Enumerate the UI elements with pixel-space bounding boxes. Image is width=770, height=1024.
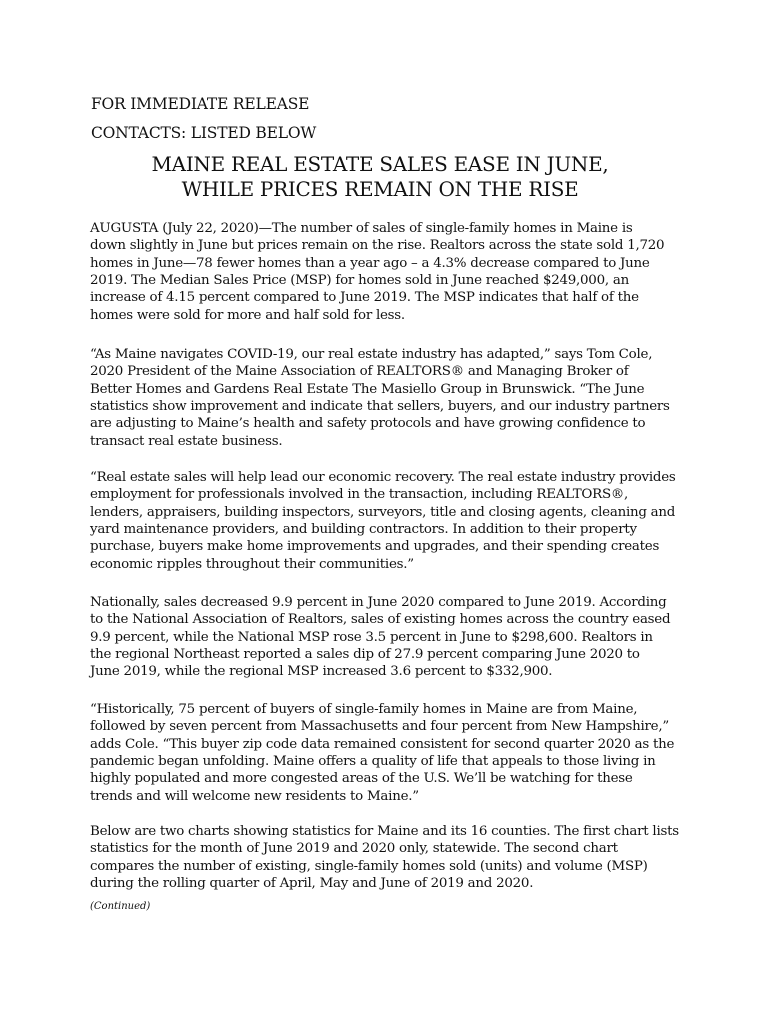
paragraph-cole-quote	[90, 346, 686, 450]
text-line: the regional Northeast reported a sales dip of 27.9 percent comparing June 2020 to	[90, 647, 640, 663]
text-line: purchase, buyers make home improvements and upgrades, and their spending creates	[90, 539, 660, 555]
text-line: statistics show improvement and indicate that sellers, buyers, and our industry partners	[90, 399, 670, 415]
text-line: statistics for the month of June 2019 and 2020 only, statewide. The second chart	[90, 841, 618, 857]
contacts-label: CONTACTS: LISTED BELOW	[91, 124, 317, 142]
text-line: homes were sold for more and half sold for less.	[90, 307, 405, 323]
text-line: June 2019, while the regional MSP increased 3.6 percent to $332,900.	[90, 664, 553, 680]
release-label: FOR IMMEDIATE RELEASE	[91, 95, 310, 113]
text-line: transact real estate business.	[90, 433, 283, 449]
text-line: employment for professionals involved in the transaction, including REALTORS®,	[90, 487, 629, 503]
text-line: 2019. The Median Sales Price (MSP) for homes sold in June reached $249,000, an	[90, 273, 629, 289]
text-line: followed by seven percent from Massachusetts and four percent from New Hampshire,”	[90, 719, 669, 735]
text-line: Nationally, sales decreased 9.9 percent in June 2020 compared to June 2019. According	[90, 595, 667, 610]
text-line: 9.9 percent, while the National MSP rose 3.5 percent in June to $298,600. Realtors in	[90, 629, 653, 645]
text-line: “Real estate sales will help lead our economic recovery. The real estate industry provides	[90, 470, 676, 485]
text-line: economic ripples throughout their communities.”	[90, 556, 414, 572]
text-line: Below are two charts showing statistics for Maine and its 16 counties. The first chart lists	[90, 824, 679, 839]
text-line: “As Maine navigates COVID-19, our real estate industry has adapted,” says Tom Cole,	[90, 347, 653, 362]
text-line: to the National Association of Realtors, sales of existing homes across the country eased	[90, 612, 671, 628]
text-line: 2020 President of the Maine Association of REALTORS® and Managing Broker of	[90, 364, 629, 380]
paragraph-buyers	[90, 701, 686, 805]
text-line: during the rolling quarter of April, May and June of 2019 and 2020.	[90, 876, 534, 892]
text-line: compares the number of existing, single-family homes sold (units) and volume (MSP)	[90, 858, 648, 874]
headline-line: MAINE REAL ESTATE SALES EASE IN JUNE,	[151, 152, 609, 176]
text-line: yard maintenance providers, and building contractors. In addition to their property	[90, 522, 637, 538]
headline	[60, 152, 700, 202]
paragraph-national	[90, 594, 686, 681]
text-line: adds Cole. “This buyer zip code data remained consistent for second quarter 2020 as the	[90, 736, 675, 752]
text-line: AUGUSTA (July 22, 2020)—The number of sales of single-family homes in Maine is	[90, 221, 633, 236]
text-line: lenders, appraisers, building inspectors, surveyors, title and closing agents, cleaning and	[90, 504, 676, 520]
text-line: highly populated and more congested areas of the U.S. We’ll be watching for these	[90, 771, 633, 787]
text-line: trends and will welcome new residents to Maine.”	[90, 788, 419, 804]
paragraph-charts-intro	[90, 823, 686, 892]
text-line: “Historically, 75 percent of buyers of single-family homes in Maine are from Maine,	[90, 702, 638, 717]
text-line: increase of 4.15 percent compared to June 2019. The MSP indicates that half of the	[90, 290, 639, 306]
text-line: are adjusting to Maine’s health and safety protocols and have growing confidence to	[90, 416, 646, 432]
headline-line: WHILE PRICES REMAIN ON THE RISE	[181, 177, 579, 201]
text-line: Better Homes and Gardens Real Estate The Masiello Group in Brunswick. “The June	[90, 381, 645, 397]
text-line: down slightly in June but prices remain on the rise. Realtors across the state sold 1,720	[90, 238, 665, 254]
text-line: homes in June—78 fewer homes than a year ago – a 4.3% decrease compared to June	[90, 255, 650, 271]
text-line: pandemic began unfolding. Maine offers a quality of life that appeals to those living in	[90, 754, 656, 770]
paragraph-economic-recovery	[90, 469, 686, 573]
paragraph-intro	[90, 220, 686, 324]
continued-note: (Continued)	[90, 901, 151, 912]
